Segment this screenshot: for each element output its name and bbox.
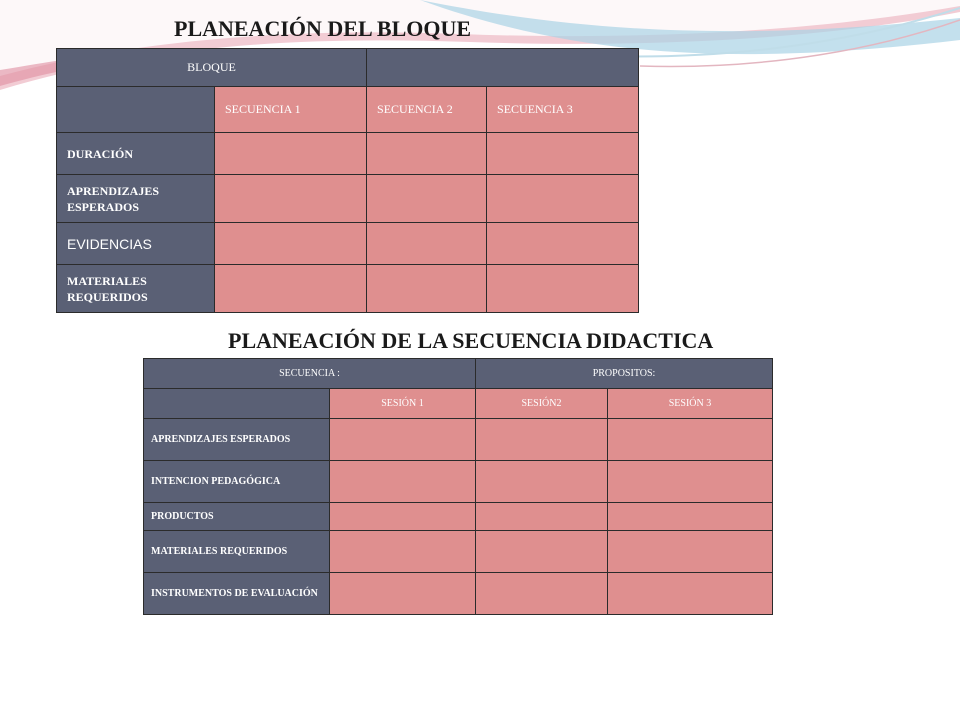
sequence-row-label: INSTRUMENTOS DE EVALUACIÓN (144, 573, 330, 615)
block-corner-cell (57, 87, 215, 133)
sequence-cell (330, 503, 476, 531)
block-header-cell: BLOQUE (57, 49, 367, 87)
sequence-row-label: APRENDIZAJES ESPERADOS (144, 419, 330, 461)
block-row-label: APRENDIZAJES ESPERADOS (57, 175, 215, 223)
block-cell (215, 175, 367, 223)
block-column-header: SECUENCIA 2 (367, 87, 487, 133)
block-cell (487, 175, 639, 223)
sequence-cell (476, 531, 608, 573)
block-cell (487, 133, 639, 175)
sequence-cell (608, 573, 773, 615)
block-cell (487, 265, 639, 313)
block-row-label: EVIDENCIAS (57, 223, 215, 265)
sequence-row-label: MATERIALES REQUERIDOS (144, 531, 330, 573)
block-cell (367, 265, 487, 313)
block-planning-title: PLANEACIÓN DEL BLOQUE (174, 16, 472, 41)
sequence-header-cell: SECUENCIA : (144, 359, 476, 389)
sequence-cell (476, 461, 608, 503)
sequence-cell (608, 503, 773, 531)
sequence-cell (330, 419, 476, 461)
block-row-label: MATERIALES REQUERIDOS (57, 265, 215, 313)
sequence-cell (476, 503, 608, 531)
sequence-cell (330, 461, 476, 503)
sequence-cell (476, 419, 608, 461)
sequence-cell (476, 573, 608, 615)
session-column-header: SESIÓN2 (476, 389, 608, 419)
sequence-corner-cell (144, 389, 330, 419)
sequence-cell (608, 461, 773, 503)
sequence-cell (330, 531, 476, 573)
sequence-planning-table (143, 358, 773, 615)
block-cell (367, 133, 487, 175)
block-cell (367, 175, 487, 223)
block-header-empty-cell (367, 49, 639, 87)
sequence-row-label: INTENCION PEDAGÓGICA (144, 461, 330, 503)
block-cell (215, 223, 367, 265)
sequence-cell (608, 531, 773, 573)
session-column-header: SESIÓN 1 (330, 389, 476, 419)
block-planning-table (56, 48, 639, 313)
sequence-cell (330, 573, 476, 615)
block-cell (487, 223, 639, 265)
session-column-header: SESIÓN 3 (608, 389, 773, 419)
block-row-label: DURACIÓN (57, 133, 215, 175)
block-column-header: SECUENCIA 3 (487, 87, 639, 133)
block-cell (367, 223, 487, 265)
block-cell (215, 133, 367, 175)
purposes-header-cell: PROPOSITOS: (476, 359, 773, 389)
sequence-planning-title: PLANEACIÓN DE LA SECUENCIA DIDACTICA (228, 328, 714, 353)
block-cell (215, 265, 367, 313)
sequence-cell (608, 419, 773, 461)
block-column-header: SECUENCIA 1 (215, 87, 367, 133)
sequence-row-label: PRODUCTOS (144, 503, 330, 531)
